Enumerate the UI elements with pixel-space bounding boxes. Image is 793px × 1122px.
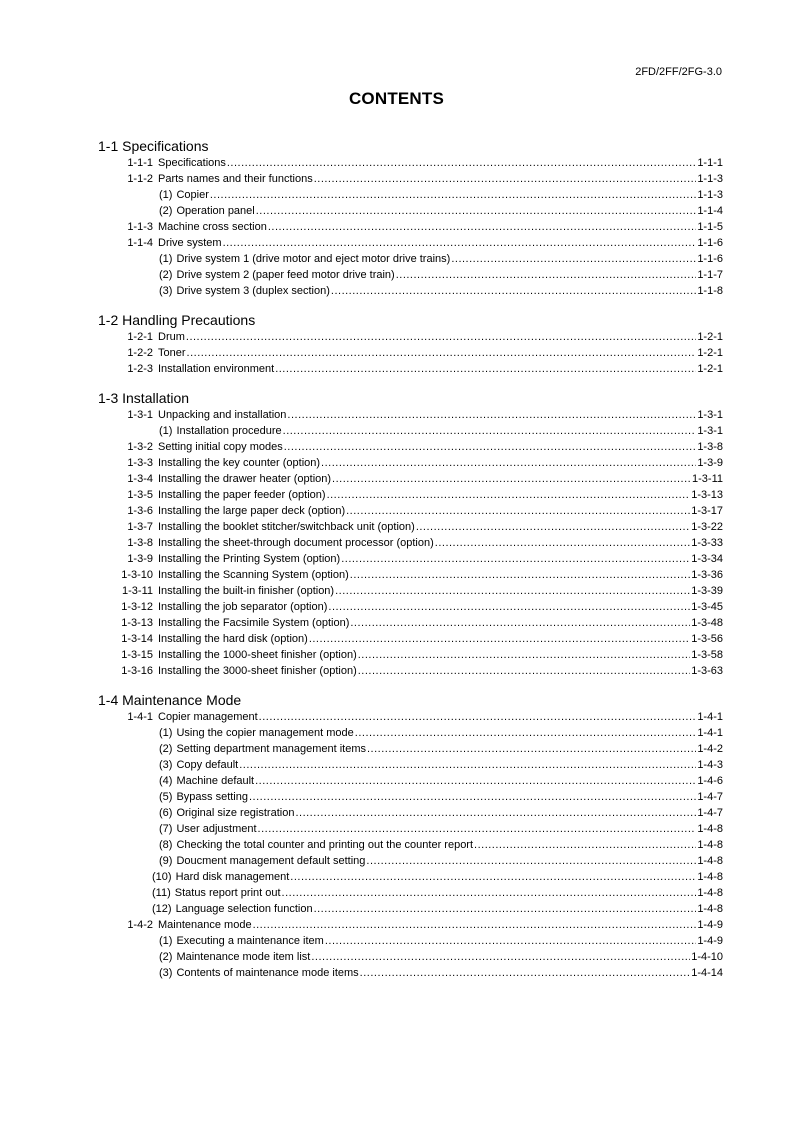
toc-section <box>98 691 723 981</box>
dot-leader <box>309 631 690 647</box>
toc-section <box>98 137 723 299</box>
dot-leader <box>284 439 697 455</box>
entry-page: 1-4-8 <box>697 887 723 899</box>
entry-number: 1-3-15 <box>121 649 153 661</box>
toc-entry[interactable] <box>98 709 723 725</box>
entry-title: Installation procedure <box>176 425 282 437</box>
entry-page: 1-4-14 <box>691 967 723 979</box>
dot-leader <box>239 757 696 773</box>
dot-leader <box>282 885 697 901</box>
entry-title: Installing the sheet-through document processor (option) <box>158 537 434 549</box>
dot-leader <box>328 599 690 615</box>
entry-title: Operation panel <box>176 205 255 217</box>
dot-leader <box>255 773 696 789</box>
entry-sub-number: (1) <box>159 727 173 739</box>
entry-title: Installing the Facsimile System (option) <box>158 617 350 629</box>
dot-leader <box>223 235 697 251</box>
entry-sub-number: (1) <box>159 189 173 201</box>
entry-sub-number: (1) <box>159 935 173 947</box>
dot-leader <box>275 361 696 377</box>
entry-page: 1-4-9 <box>697 919 723 931</box>
entry-sub-number: (2) <box>159 743 173 755</box>
dot-leader <box>350 615 690 631</box>
dot-leader <box>435 535 690 551</box>
entry-sub-number: (3) <box>159 967 173 979</box>
toc-entry[interactable] <box>98 567 723 583</box>
entry-page: 1-4-8 <box>697 823 723 835</box>
entry-number: 1-3-12 <box>121 601 153 613</box>
entry-title: Language selection function <box>175 903 313 915</box>
toc-entry[interactable] <box>98 583 723 599</box>
entry-page: 1-3-39 <box>691 585 723 597</box>
entry-title: Drive system 3 (duplex section) <box>176 285 330 297</box>
entry-sub-number: (3) <box>159 759 173 771</box>
entry-page: 1-4-7 <box>697 807 723 819</box>
entry-number: 1-3-10 <box>121 569 153 581</box>
entry-sub-number: (3) <box>159 285 173 297</box>
entry-number: 1-3-11 <box>122 585 153 597</box>
entry-title: Bypass setting <box>176 791 248 803</box>
dot-leader <box>335 583 690 599</box>
entry-page: 1-1-6 <box>697 237 723 249</box>
dot-leader <box>416 519 690 535</box>
entry-number: 1-3-9 <box>127 553 153 565</box>
entry-title: Installing the booklet stitcher/switchback unit (option) <box>158 521 415 533</box>
entry-title: Checking the total counter and printing out the counter report <box>176 839 474 851</box>
entry-title: Installing the hard disk (option) <box>158 633 308 645</box>
entry-page: 1-3-56 <box>691 633 723 645</box>
entry-page: 1-2-1 <box>697 347 723 359</box>
entry-title: Maintenance mode item list <box>176 951 311 963</box>
entry-page: 1-3-48 <box>691 617 723 629</box>
toc-entry[interactable] <box>98 741 723 757</box>
entry-title: Original size registration <box>176 807 295 819</box>
toc-entry[interactable] <box>98 837 723 853</box>
dot-leader <box>268 219 696 235</box>
dot-leader <box>332 471 691 487</box>
entry-page: 1-4-8 <box>697 871 723 883</box>
entry-number: 1-4-2 <box>127 919 153 931</box>
dot-leader <box>321 455 696 471</box>
entry-page: 1-3-63 <box>691 665 723 677</box>
toc-entry[interactable] <box>98 773 723 789</box>
entry-number: 1-1-3 <box>127 221 153 233</box>
document-code: 2FD/2FF/2FG-3.0 <box>635 66 722 78</box>
entry-page: 1-3-13 <box>691 489 723 501</box>
section-heading: 1-3 Installation <box>98 390 190 406</box>
entry-title: Installation environment <box>158 363 275 375</box>
entry-number: 1-3-5 <box>127 489 153 501</box>
entry-title: Copier <box>176 189 209 201</box>
entry-page: 1-3-1 <box>697 425 723 437</box>
entry-sub-number: (7) <box>159 823 173 835</box>
toc-entry[interactable] <box>98 869 723 885</box>
section-heading: 1-2 Handling Precautions <box>98 312 256 328</box>
dot-leader <box>358 663 690 679</box>
toc-entry[interactable] <box>98 251 723 267</box>
entry-title: Machine default <box>176 775 255 787</box>
dot-leader <box>295 805 696 821</box>
entry-title: Drive system <box>158 237 222 249</box>
entry-title: Using the copier management mode <box>176 727 354 739</box>
entry-title: Parts names and their functions <box>158 173 313 185</box>
entry-title: Hard disk management <box>175 871 290 883</box>
entry-number: 1-3-4 <box>127 473 153 485</box>
dot-leader <box>331 283 696 299</box>
toc-entry[interactable] <box>98 615 723 631</box>
toc-entry[interactable] <box>98 519 723 535</box>
entry-title: User adjustment <box>176 823 257 835</box>
entry-number: 1-3-13 <box>121 617 153 629</box>
entry-page: 1-4-10 <box>691 951 723 963</box>
section-heading: 1-1 Specifications <box>98 138 209 154</box>
toc-entry[interactable] <box>98 471 723 487</box>
entry-page: 1-3-8 <box>697 441 723 453</box>
toc-entry[interactable] <box>98 933 723 949</box>
entry-page: 1-4-8 <box>697 855 723 867</box>
entry-page: 1-1-1 <box>697 157 723 169</box>
dot-leader <box>355 725 697 741</box>
dot-leader <box>258 821 697 837</box>
entry-page: 1-3-34 <box>691 553 723 565</box>
entry-page: 1-2-1 <box>697 363 723 375</box>
entry-page: 1-4-9 <box>697 935 723 947</box>
entry-page: 1-4-3 <box>697 759 723 771</box>
dot-leader <box>360 965 691 981</box>
toc-entry[interactable] <box>98 439 723 455</box>
entry-sub-number: (6) <box>159 807 173 819</box>
entry-sub-number: (1) <box>159 253 173 265</box>
entry-number: 1-3-7 <box>127 521 153 533</box>
dot-leader <box>474 837 696 853</box>
dot-leader <box>259 709 697 725</box>
entry-title: Installing the paper feeder (option) <box>158 489 326 501</box>
toc-entry[interactable] <box>98 535 723 551</box>
entry-page: 1-3-17 <box>691 505 723 517</box>
entry-number: 1-3-3 <box>127 457 153 469</box>
toc-entry[interactable] <box>98 757 723 773</box>
toc-entry[interactable] <box>98 885 723 901</box>
table-of-contents <box>98 137 723 993</box>
toc-entry[interactable] <box>98 267 723 283</box>
entry-number: 1-3-8 <box>127 537 153 549</box>
entry-title: Contents of maintenance mode items <box>176 967 359 979</box>
entry-page: 1-1-8 <box>697 285 723 297</box>
entry-page: 1-1-4 <box>697 205 723 217</box>
page-title: CONTENTS <box>348 89 445 108</box>
toc-entry[interactable] <box>98 965 723 981</box>
toc-section <box>98 389 723 679</box>
dot-leader <box>227 155 696 171</box>
toc-entry[interactable] <box>98 821 723 837</box>
entry-number: 1-1-1 <box>127 157 153 169</box>
entry-page: 1-1-3 <box>697 189 723 201</box>
entry-sub-number: (4) <box>159 775 173 787</box>
entry-title: Status report print out <box>174 887 281 899</box>
entry-page: 1-3-58 <box>691 649 723 661</box>
toc-entry[interactable] <box>98 407 723 423</box>
entry-title: Installing the job separator (option) <box>158 601 328 613</box>
dot-leader <box>249 789 696 805</box>
entry-title: Installing the large paper deck (option) <box>158 505 346 517</box>
dot-leader <box>325 933 696 949</box>
dot-leader <box>366 853 696 869</box>
entry-title: Setting department management items <box>176 743 366 755</box>
entry-sub-number: (12) <box>152 903 172 915</box>
dot-leader <box>256 203 697 219</box>
entry-page: 1-1-6 <box>697 253 723 265</box>
entry-page: 1-3-9 <box>697 457 723 469</box>
toc-entry[interactable] <box>98 647 723 663</box>
entry-title: Maintenance mode <box>158 919 252 931</box>
entry-sub-number: (9) <box>159 855 173 867</box>
entry-page: 1-3-11 <box>692 473 723 485</box>
dot-leader <box>350 567 690 583</box>
dot-leader <box>186 329 696 345</box>
toc-entry[interactable] <box>98 235 723 251</box>
entry-page: 1-4-8 <box>697 903 723 915</box>
toc-entry[interactable] <box>98 345 723 361</box>
toc-entry[interactable] <box>98 219 723 235</box>
dot-leader <box>290 869 696 885</box>
entry-page: 1-4-6 <box>697 775 723 787</box>
entry-title: Installing the Printing System (option) <box>158 553 341 565</box>
entry-number: 1-3-1 <box>127 409 153 421</box>
entry-title: Specifications <box>158 157 226 169</box>
toc-entry[interactable] <box>98 455 723 471</box>
entry-title: Installing the Scanning System (option) <box>158 569 349 581</box>
entry-sub-number: (8) <box>159 839 173 851</box>
toc-entry[interactable] <box>98 805 723 821</box>
entry-page: 1-4-7 <box>697 791 723 803</box>
dot-leader <box>396 267 697 283</box>
entry-title: Installing the 3000-sheet finisher (option) <box>158 665 357 677</box>
entry-title: Drum <box>158 331 185 343</box>
entry-title: Machine cross section <box>158 221 267 233</box>
entry-title: Toner <box>158 347 186 359</box>
dot-leader <box>314 171 697 187</box>
entry-sub-number: (10) <box>152 871 172 883</box>
entry-page: 1-3-1 <box>697 409 723 421</box>
entry-number: 1-2-2 <box>127 347 153 359</box>
entry-page: 1-4-1 <box>697 711 723 723</box>
entry-title: Installing the built-in finisher (option) <box>158 585 335 597</box>
entry-title: Drive system 1 (drive motor and eject motor drive trains) <box>176 253 451 265</box>
entry-number: 1-4-1 <box>127 711 153 723</box>
dot-leader <box>287 407 696 423</box>
dot-leader <box>341 551 690 567</box>
toc-entry[interactable] <box>98 423 723 439</box>
toc-entry[interactable] <box>98 663 723 679</box>
toc-entry[interactable] <box>98 917 723 933</box>
entry-title: Setting initial copy modes <box>158 441 283 453</box>
entry-page: 1-3-22 <box>691 521 723 533</box>
toc-entry[interactable] <box>98 361 723 377</box>
entry-title: Drive system 2 (paper feed motor drive train) <box>176 269 395 281</box>
toc-entry[interactable] <box>98 187 723 203</box>
entry-sub-number: (2) <box>159 205 173 217</box>
entry-page: 1-1-3 <box>697 173 723 185</box>
entry-number: 1-2-1 <box>127 331 153 343</box>
entry-title: Copy default <box>176 759 239 771</box>
toc-entry[interactable] <box>98 487 723 503</box>
dot-leader <box>358 647 690 663</box>
entry-sub-number: (5) <box>159 791 173 803</box>
toc-entry[interactable] <box>98 203 723 219</box>
toc-entry[interactable] <box>98 725 723 741</box>
toc-entry[interactable] <box>98 171 723 187</box>
toc-entry[interactable] <box>98 789 723 805</box>
toc-entry[interactable] <box>98 503 723 519</box>
toc-entry[interactable] <box>98 949 723 965</box>
entry-page: 1-3-33 <box>691 537 723 549</box>
dot-leader <box>327 487 691 503</box>
toc-entry[interactable] <box>98 329 723 345</box>
dot-leader <box>253 917 697 933</box>
entry-title: Doucment management default setting <box>176 855 366 867</box>
entry-title: Installing the drawer heater (option) <box>158 473 332 485</box>
toc-entry[interactable] <box>98 853 723 869</box>
entry-sub-number: (2) <box>159 269 173 281</box>
entry-number: 1-1-2 <box>127 173 153 185</box>
entry-number: 1-3-2 <box>127 441 153 453</box>
entry-page: 1-4-8 <box>697 839 723 851</box>
dot-leader <box>314 901 697 917</box>
dot-leader <box>311 949 690 965</box>
dot-leader <box>367 741 696 757</box>
entry-title: Installing the 1000-sheet finisher (option) <box>158 649 357 661</box>
toc-entry[interactable] <box>98 901 723 917</box>
entry-number: 1-3-14 <box>121 633 153 645</box>
entry-sub-number: (2) <box>159 951 173 963</box>
entry-number: 1-2-3 <box>127 363 153 375</box>
toc-entry[interactable] <box>98 599 723 615</box>
entry-page: 1-2-1 <box>697 331 723 343</box>
entry-number: 1-1-4 <box>127 237 153 249</box>
toc-entry[interactable] <box>98 631 723 647</box>
dot-leader <box>346 503 690 519</box>
entry-title: Unpacking and installation <box>158 409 287 421</box>
toc-section <box>98 311 723 377</box>
entry-page: 1-4-1 <box>697 727 723 739</box>
entry-sub-number: (11) <box>152 887 171 899</box>
entry-number: 1-3-16 <box>121 665 153 677</box>
entry-title: Executing a maintenance item <box>176 935 324 947</box>
entry-sub-number: (1) <box>159 425 173 437</box>
entry-page: 1-1-5 <box>697 221 723 233</box>
entry-page: 1-4-2 <box>697 743 723 755</box>
toc-entry[interactable] <box>98 155 723 171</box>
dot-leader <box>451 251 696 267</box>
dot-leader <box>210 187 696 203</box>
entry-page: 1-3-45 <box>691 601 723 613</box>
entry-title: Installing the key counter (option) <box>158 457 321 469</box>
entry-page: 1-1-7 <box>697 269 723 281</box>
toc-entry[interactable] <box>98 551 723 567</box>
entry-page: 1-3-36 <box>691 569 723 581</box>
dot-leader <box>187 345 697 361</box>
entry-number: 1-3-6 <box>127 505 153 517</box>
dot-leader <box>283 423 697 439</box>
entry-title: Copier management <box>158 711 258 723</box>
section-heading: 1-4 Maintenance Mode <box>98 692 242 708</box>
toc-entry[interactable] <box>98 283 723 299</box>
